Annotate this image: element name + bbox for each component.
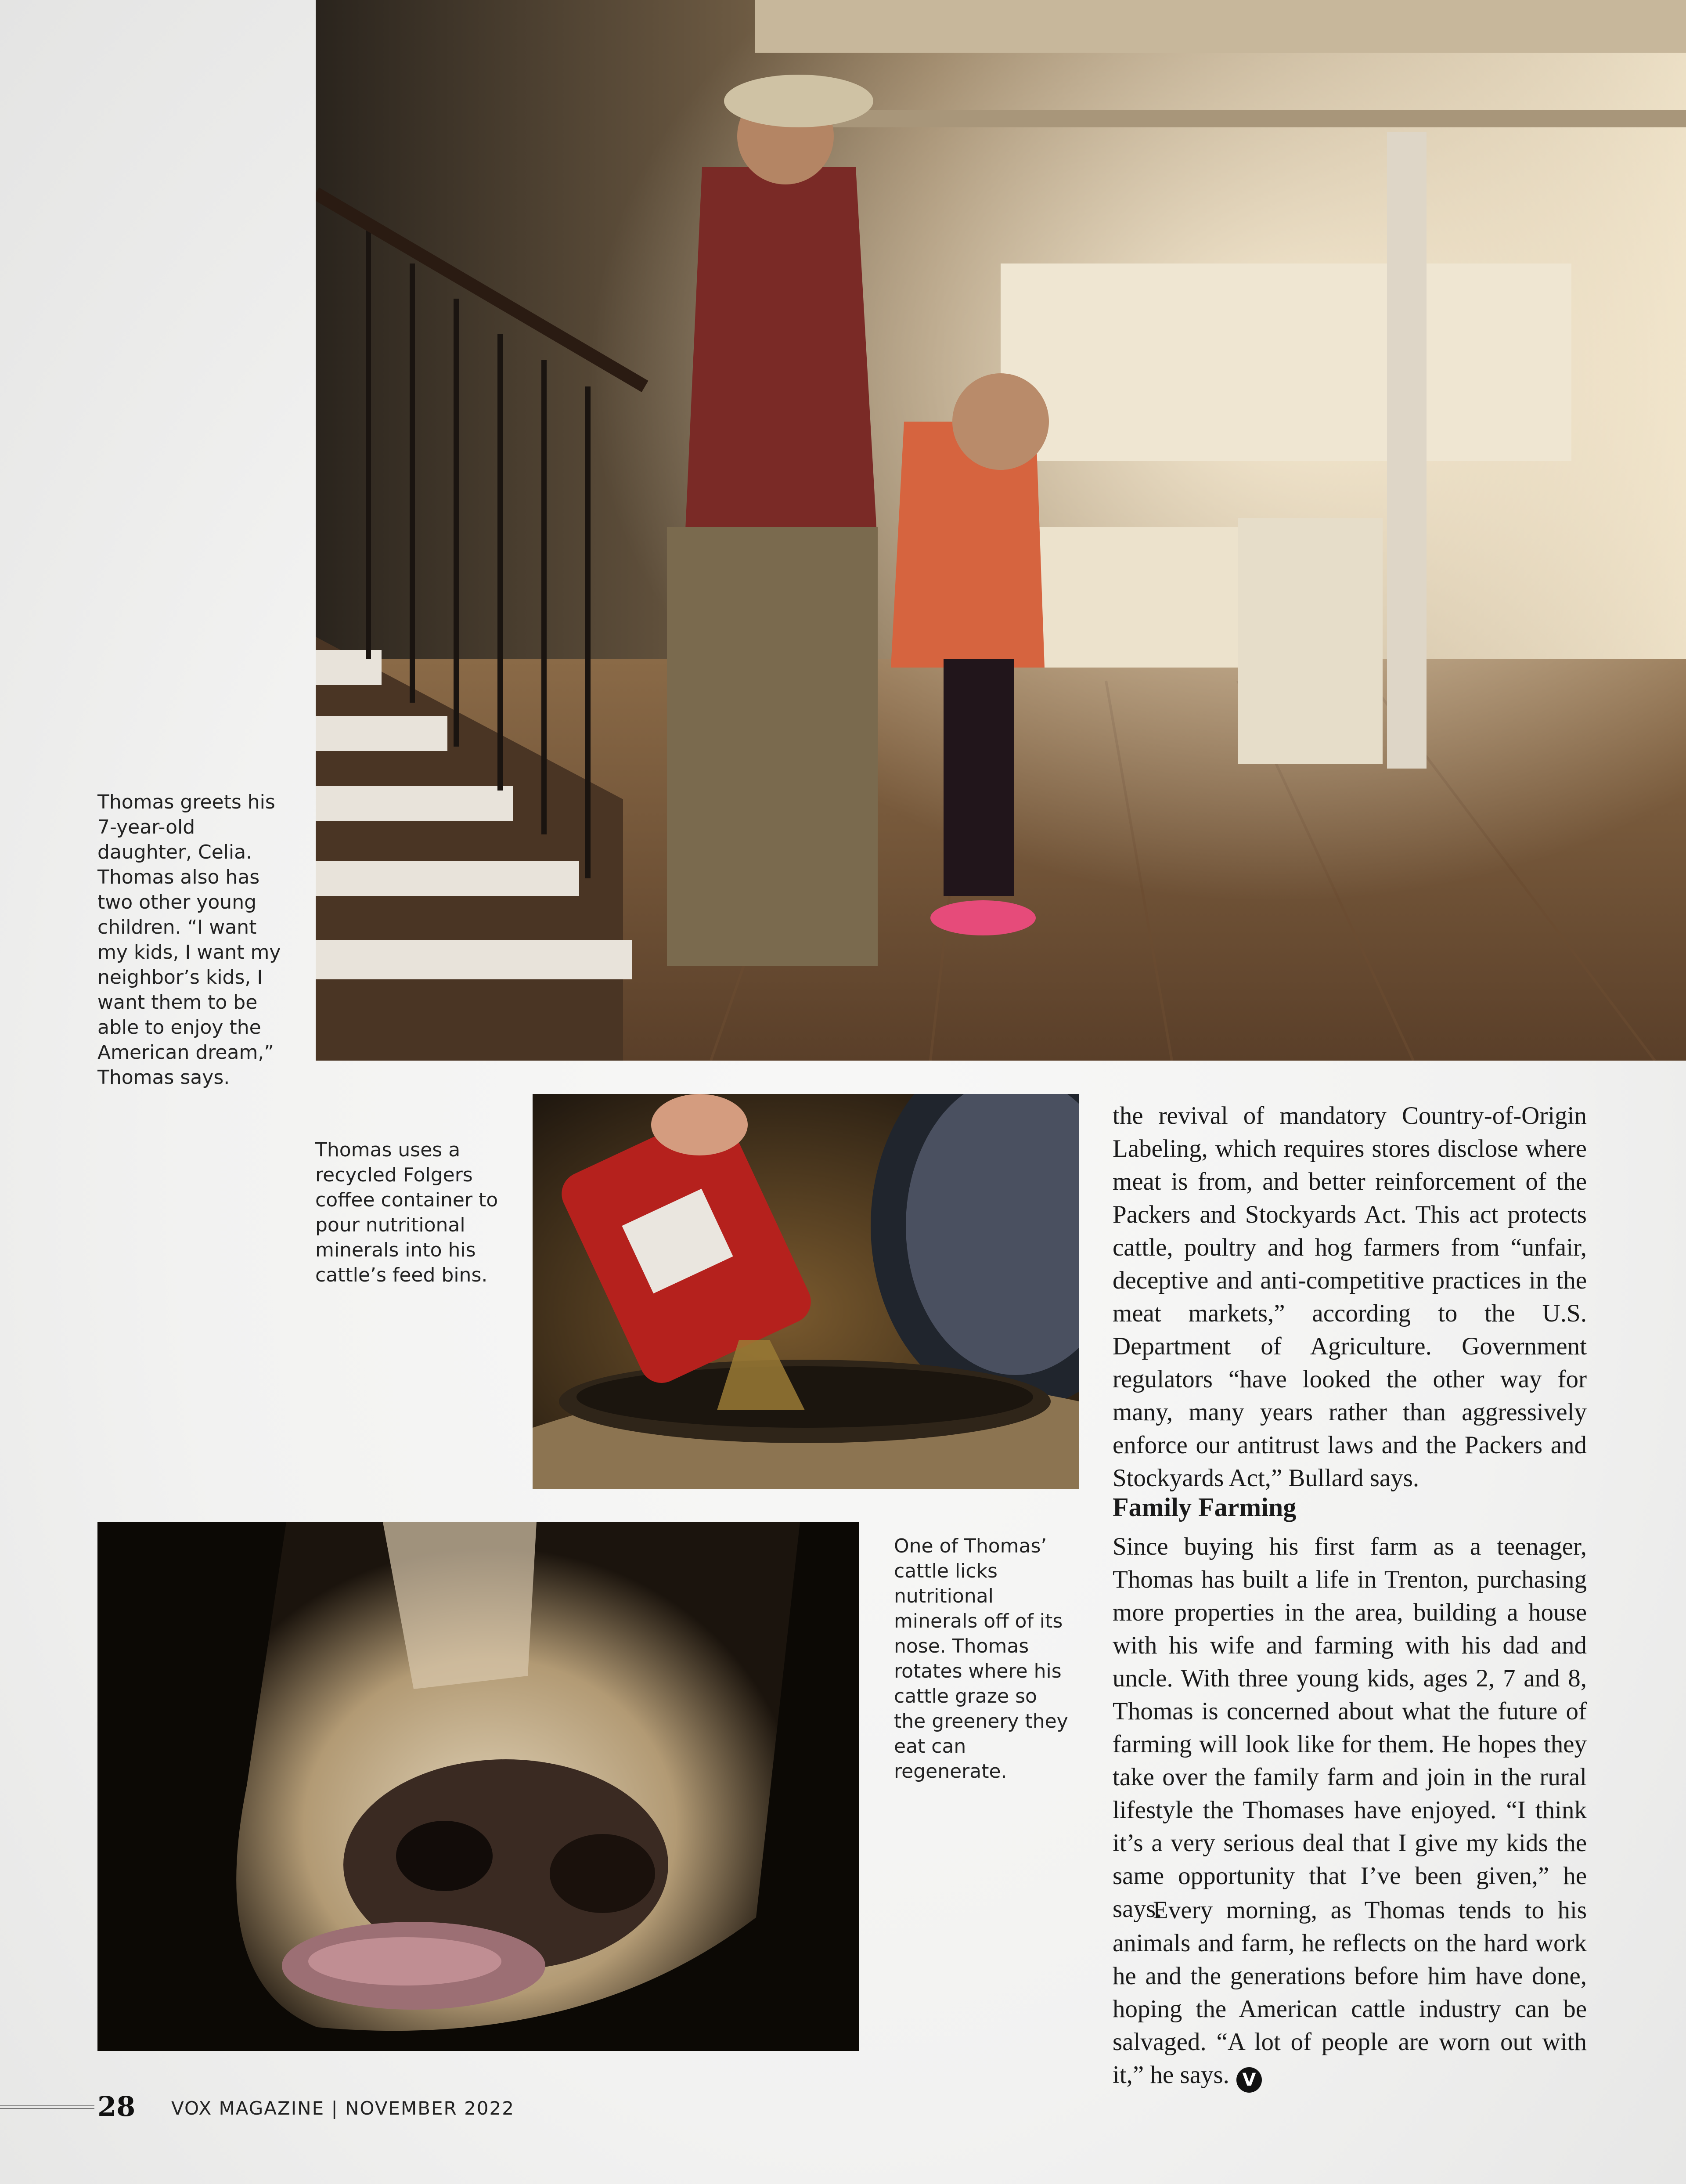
kitchen-photo [316, 0, 1686, 1061]
section-subhead: Family Farming [1113, 1493, 1297, 1522]
page-number: 28 [97, 2090, 136, 2123]
article-paragraph-1: the revival of mandatory Country-of-Origin Labeling, which requires stores disclose where meat is from, and better reinforcement of the Packers and Stockyards Act. This act protects cattle, poultry and hog farmers from “unfair, deceptive and anti-competitive practices in the meat markets,” according to the U.S. Department of Agriculture. Government regulators “have looked the other way for many, many years rather than aggressively enforce our antitrust laws and the Packers and Stockyards Act,” Bullard says. [1113, 1102, 1587, 1492]
coffee-container-photo [533, 1094, 1079, 1489]
kitchen-photo-caption: Thomas greets his 7-year-old daughter, Celia. Thomas also has two other young children. “I want my kids, I want my neighbor’s kids, I want them to be able to enjoy the American dream,” Thomas says. [97, 791, 281, 1089]
cow-photo-caption: One of Thomas’ cattle licks nutritional minerals off of its nose. Thomas rotates where his cattle graze so the greenery they eat can regenerate. [894, 1535, 1068, 1783]
publication-folio: VOX MAGAZINE | NOVEMBER 2022 [171, 2097, 515, 2119]
cow-nose-photo [97, 1522, 859, 2051]
article-paragraph-3 [1113, 1894, 1587, 2093]
article-paragraph-2: Since buying his first farm as a teenager, Thomas has built a life in Trenton, purchasing more properties in the area, building a house with his wife and farming with his dad and uncle. With three young kids, ages 2, 7 and 8, Thomas is concerned about what the future of farming will look like for them. He hopes they take over the family farm and join in the rural lifestyle the Thomases have enjoyed. “I think it’s a very serious deal that I give my kids the same opportunity that I’ve been given,” he says. [1113, 1533, 1587, 1923]
article-paragraph-3-text: Every morning, as Thomas tends to his animals and farm, he reflects on the hard work he and the generations before him have done, hoping the American cattle industry can be salvaged. “A lot of people are worn out with it,” he says. [1113, 1896, 1587, 2089]
vox-end-mark-icon: V [1236, 2067, 1262, 2093]
footer-rule [0, 2105, 94, 2109]
coffee-photo-caption: Thomas uses a recycled Folgers coffee container to pour nutritional minerals into his cattle’s feed bins. [315, 1139, 498, 1286]
